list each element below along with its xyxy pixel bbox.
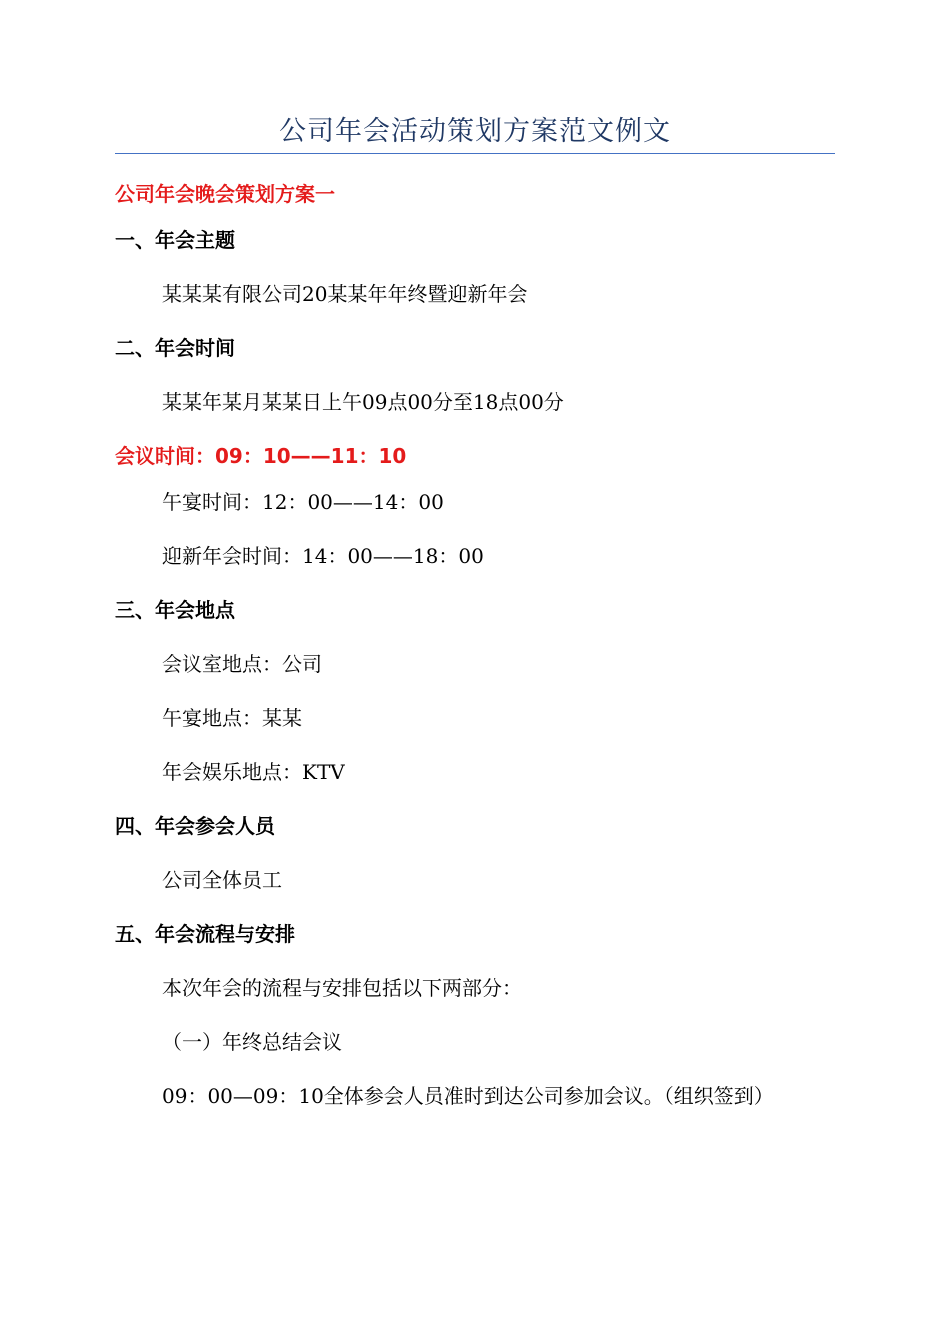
heading-time: 二、年会时间 bbox=[115, 336, 235, 360]
section-title: 公司年会晚会策划方案一 bbox=[115, 182, 335, 206]
time-text: 某某年某月某某日上午09点00分至18点00分 bbox=[162, 390, 564, 414]
attendees-text: 公司全体员工 bbox=[162, 868, 282, 892]
theme-text: 某某某有限公司20某某年年终暨迎新年会 bbox=[162, 282, 528, 306]
schedule-item: 09：00—09：10全体参会人员准时到达公司参加会议。（组织签到） bbox=[162, 1084, 774, 1108]
process-intro: 本次年会的流程与安排包括以下两部分： bbox=[162, 976, 522, 1000]
lunch-place: 午宴地点：某某 bbox=[162, 706, 302, 730]
party-time: 迎新年会时间：14：00——18：00 bbox=[162, 544, 484, 568]
heading-location: 三、年会地点 bbox=[115, 598, 235, 622]
document-title: 公司年会活动策划方案范文例文 bbox=[279, 116, 671, 147]
meeting-place: 会议室地点：公司 bbox=[162, 652, 322, 676]
lunch-time: 午宴时间：12：00——14：00 bbox=[162, 490, 444, 514]
meeting-time: 会议时间：09：10——11：10 bbox=[115, 444, 407, 468]
heading-process: 五、年会流程与安排 bbox=[115, 922, 295, 946]
fun-place: 年会娱乐地点：KTV bbox=[162, 760, 345, 784]
heading-theme: 一、年会主题 bbox=[115, 228, 235, 252]
heading-attendees: 四、年会参会人员 bbox=[115, 814, 275, 838]
part-one-title: （一）年终总结会议 bbox=[162, 1030, 342, 1054]
title-underline bbox=[115, 153, 835, 154]
